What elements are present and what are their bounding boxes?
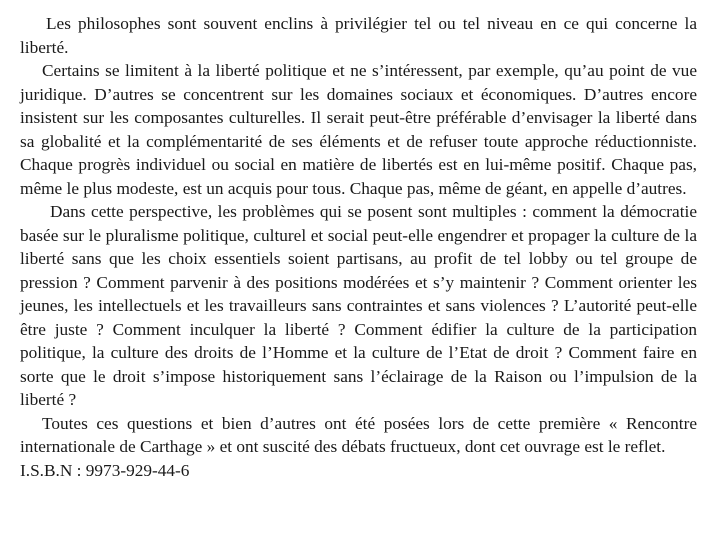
isbn-line: I.S.B.N : 9973-929-44-6	[20, 460, 190, 480]
paragraph-levels-of-liberty: Certains se limitent à la liberté politique et ne s’intéressent, par exemple, qu’au point de vue juridique. D’autres se concentrent sur les domaines sociaux et économiques. D’autres encore insistent sur les composantes culturelles. Il serait peut-être préférable d’envisager la liberté dans sa globalité et la complémentarité de ses éléments et de refuser toute approche réductionniste. Chaque progrès individuel ou social en matière de libertés est en lui-même positif. Chaque pas, même le plus modeste, est un acquis pour tous. Chaque pas, même de géant, en appelle d’autres.	[20, 61, 697, 198]
paragraph-intro: Les philosophes sont souvent enclins à privilégier tel ou tel niveau en ce qui concerne la liberté.	[20, 14, 697, 57]
paragraph-conclusion: Toutes ces questions et bien d’autres ont été posées lors de cette première « Rencontre internationale de Carthage » et ont suscité des débats fructueux, dont cet ouvrage est le reflet.	[20, 413, 697, 456]
paragraph-questions: Dans cette perspective, les problèmes qui se posent sont multiples : comment la démocratie basée sur le pluralisme politique, culturel et social peut-elle engendrer et propager la culture de la liberté sans que les choix essentiels soient partisans, au profit de tel lobby ou tel groupe de pression ? Comment parvenir à des positions modérées et s’y maintenir ? Comment orienter les jeunes, les intellectuels et les travailleurs sans contraintes et sans violences ? L’autorité peut-elle être juste ? Comment inculquer la liberté ? Comment édifier la culture de la participation politique, la culture des droits de l’Homme et la culture de l’Etat de droit ? Comment faire en sorte que le droit s’impose historiquement sans l’éclairage de la Raison ou l’impulsion de la liberté ?	[20, 202, 697, 409]
